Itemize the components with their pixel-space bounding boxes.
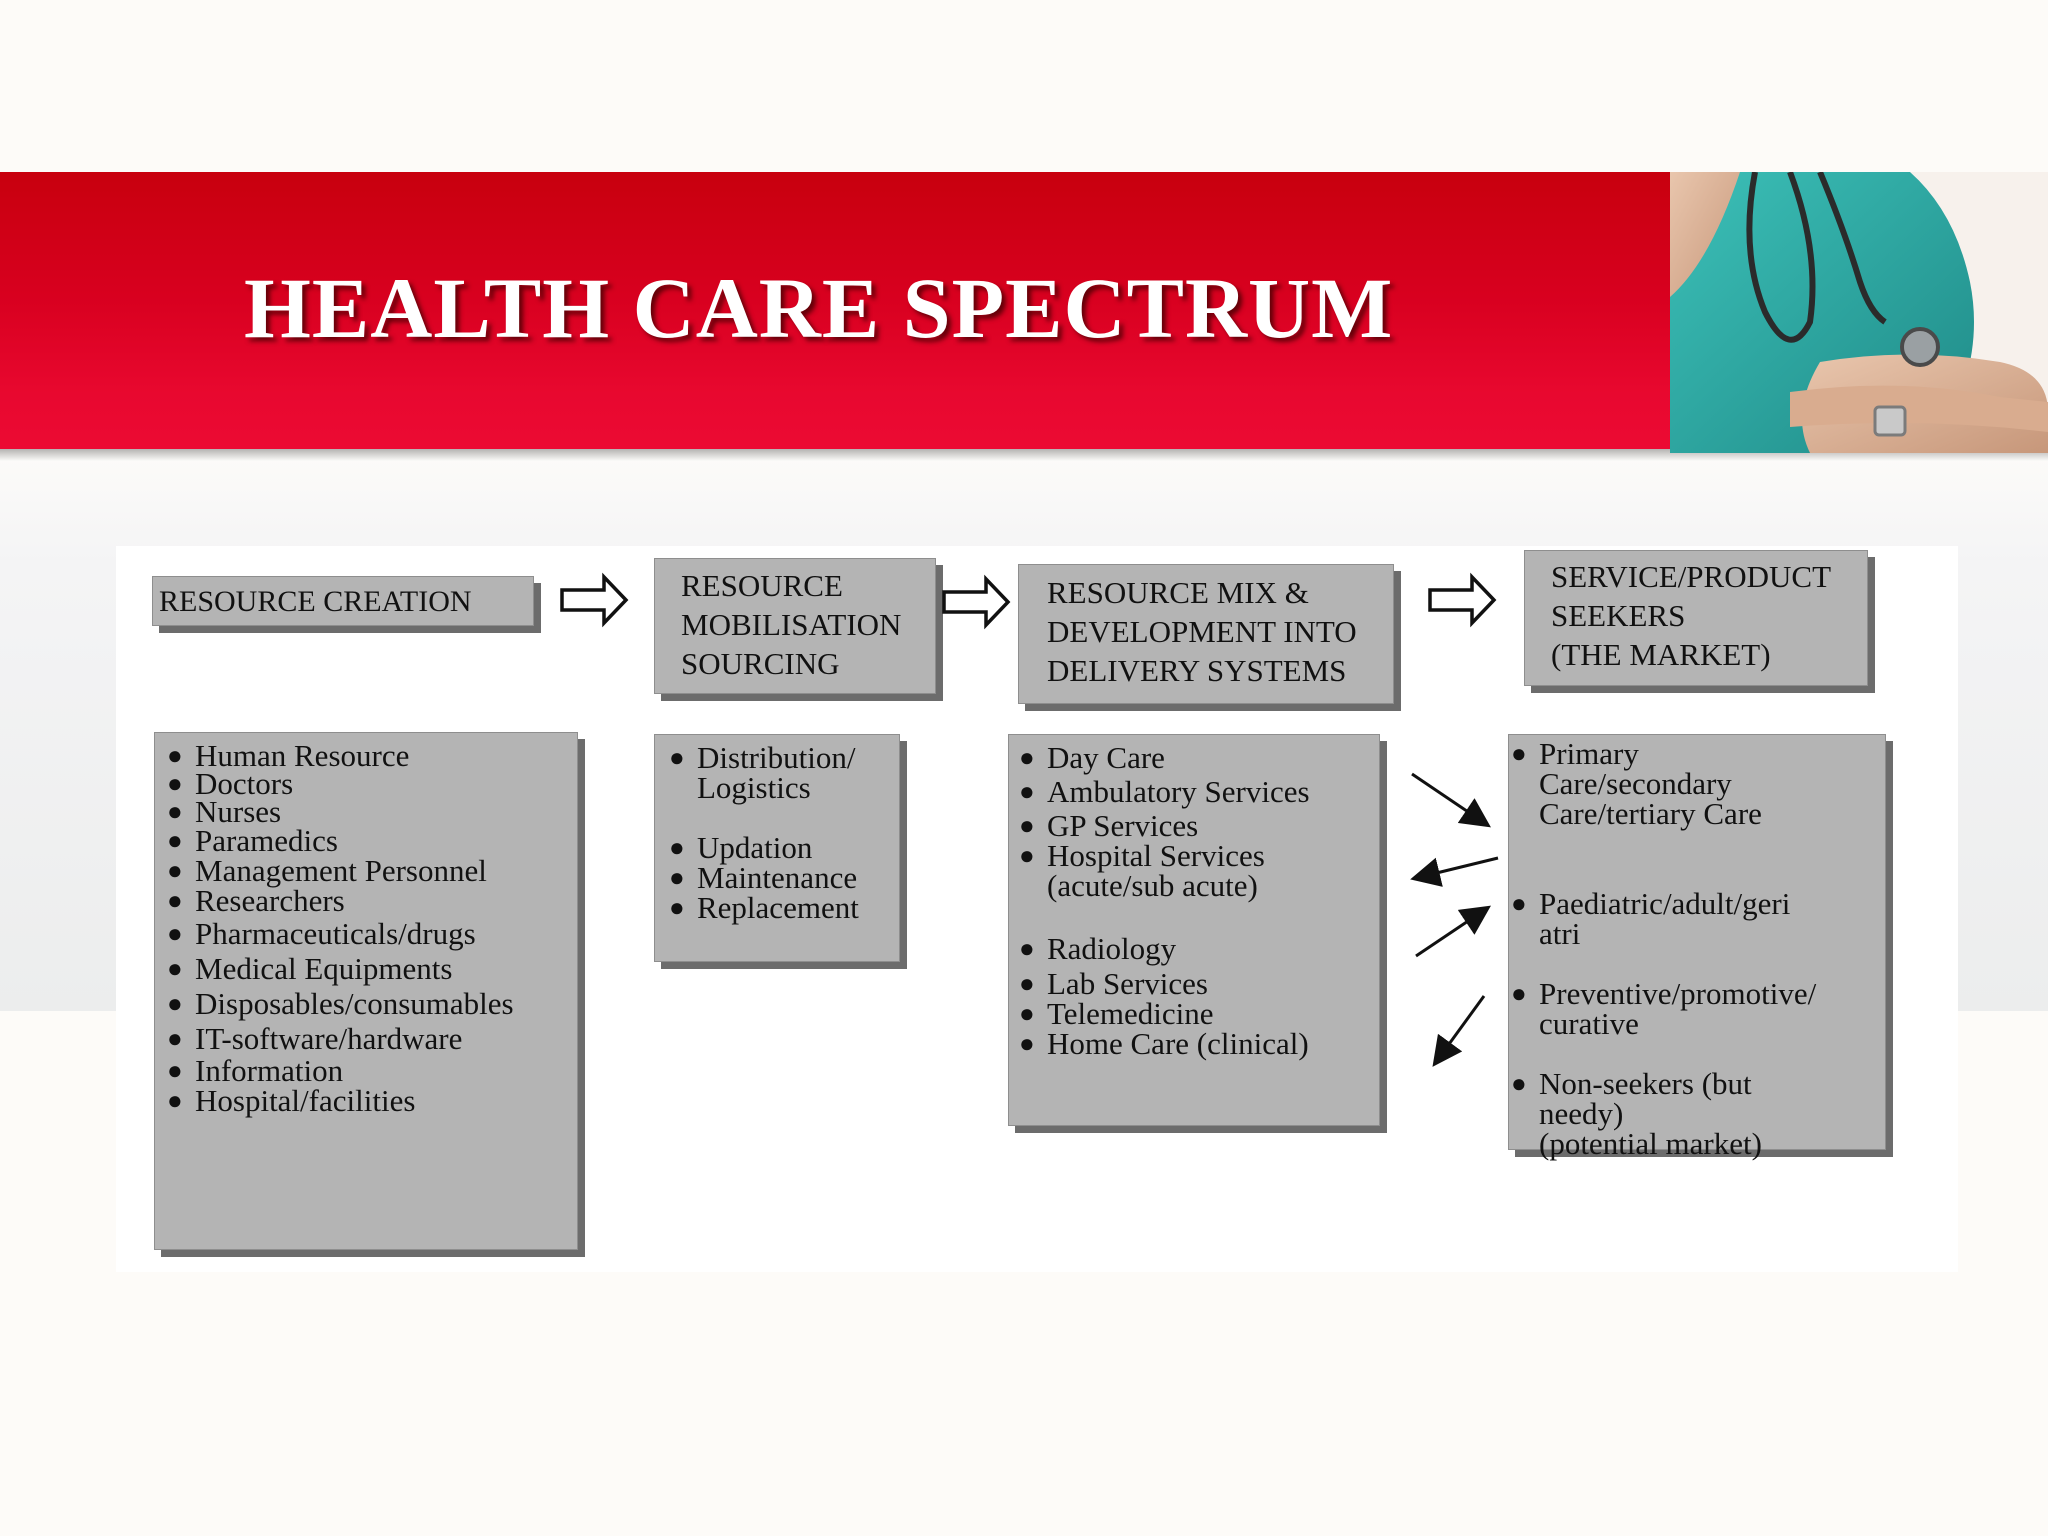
bullet-icon: ● xyxy=(1511,1069,1527,1098)
bullet-icon: ● xyxy=(167,1024,183,1053)
list-item xyxy=(167,1021,463,1056)
bullet-icon: ● xyxy=(1019,969,1035,998)
list-item-text: Paramedics xyxy=(195,823,338,858)
header-line: MOBILISATION xyxy=(681,607,902,642)
list-item xyxy=(167,916,476,951)
flow-arrow-1 xyxy=(560,574,630,626)
list-item-text: atri xyxy=(1539,916,1581,951)
flow-arrow-2 xyxy=(942,576,1012,628)
list-item xyxy=(167,853,487,888)
bullet-icon: ● xyxy=(167,769,183,798)
bullet-icon: ● xyxy=(1511,979,1527,1008)
list-item xyxy=(669,890,859,925)
bullet-icon: ● xyxy=(167,1086,183,1115)
bullet-icon: ● xyxy=(669,863,685,892)
list-item xyxy=(1019,1026,1309,1061)
list-item xyxy=(1019,931,1177,966)
list-item-text: Disposables/consumables xyxy=(195,986,514,1021)
header-line: DEVELOPMENT INTO xyxy=(1047,614,1357,649)
list-item-text: Distribution/ xyxy=(697,740,856,775)
list-item-text: Hospital/facilities xyxy=(195,1083,416,1118)
exchange-arrows xyxy=(1400,766,1510,1066)
list-item xyxy=(669,860,858,895)
list-item xyxy=(669,830,813,865)
list-item xyxy=(167,986,514,1021)
bullet-icon: ● xyxy=(1019,1029,1035,1058)
list-item-text: (potential market) xyxy=(1539,1126,1762,1161)
hollow-right-arrow-icon xyxy=(1430,577,1494,623)
list-item xyxy=(1511,736,1762,831)
list-box-service-seekers xyxy=(1508,734,1886,1161)
bullet-icon: ● xyxy=(669,893,685,922)
photo-watch xyxy=(1875,407,1905,435)
header-line: RESOURCE MIX & xyxy=(1047,575,1309,610)
list-item-text: Day Care xyxy=(1047,740,1165,775)
list-item-text: (acute/sub acute) xyxy=(1047,868,1258,903)
list-item-text: curative xyxy=(1539,1006,1639,1041)
list-item-text: IT-software/hardware xyxy=(195,1021,463,1056)
hollow-right-arrow-icon xyxy=(562,577,626,623)
bullet-icon: ● xyxy=(1019,934,1035,963)
bullet-icon: ● xyxy=(167,989,183,1018)
header-line: SEEKERS xyxy=(1551,598,1686,633)
list-item-text: Human Resource xyxy=(195,738,410,773)
list-item-text: Lab Services xyxy=(1047,966,1208,1001)
diagonal-arrow-icon xyxy=(1416,858,1498,878)
spectrum-diagram xyxy=(116,546,1958,1272)
bullet-icon: ● xyxy=(669,743,685,772)
header-resource-mix xyxy=(1018,564,1394,704)
slide-title: HEALTH CARE SPECTRUM xyxy=(244,260,1394,356)
list-item-text: Maintenance xyxy=(697,860,858,895)
bullet-icon: ● xyxy=(1019,811,1035,840)
bullet-icon: ● xyxy=(167,856,183,885)
bullet-icon: ● xyxy=(1019,841,1035,870)
flow-arrow-3 xyxy=(1428,574,1498,626)
list-item xyxy=(1511,1066,1762,1161)
list-box-resource-creation xyxy=(154,732,578,1250)
list-item-text: Nurses xyxy=(195,794,282,829)
list-item-text: Care/tertiary Care xyxy=(1539,796,1762,831)
list-item-text: Logistics xyxy=(697,770,811,805)
list-item-text: Home Care (clinical) xyxy=(1047,1026,1309,1061)
header-line: (THE MARKET) xyxy=(1551,637,1771,672)
list-item xyxy=(1019,740,1165,775)
header-line: SOURCING xyxy=(681,646,840,681)
diagonal-arrow-icon xyxy=(1436,996,1484,1062)
bullet-icon: ● xyxy=(1019,999,1035,1028)
list-item-text: GP Services xyxy=(1047,808,1199,843)
list-item-text: Primary xyxy=(1539,736,1639,771)
header-resource-mobilisation xyxy=(654,558,936,694)
list-item-text: Medical Equipments xyxy=(195,951,453,986)
list-box-resource-mobilisation xyxy=(654,734,900,962)
list-item-text: Care/secondary xyxy=(1539,766,1732,801)
list-item-text: Pharmaceuticals/drugs xyxy=(195,916,476,951)
stethoscope-chestpiece xyxy=(1902,329,1938,365)
bullet-icon: ● xyxy=(1511,889,1527,918)
list-item-text: needy) xyxy=(1539,1096,1624,1131)
header-line: DELIVERY SYSTEMS xyxy=(1047,653,1347,688)
bullet-icon: ● xyxy=(167,954,183,983)
header-line: RESOURCE xyxy=(681,568,843,603)
doctor-photo xyxy=(1670,172,2048,453)
list-item xyxy=(1511,886,1791,951)
header-line: SERVICE/PRODUCT xyxy=(1551,559,1831,594)
bullet-icon: ● xyxy=(1019,777,1035,806)
list-item-text: Management Personnel xyxy=(195,853,487,888)
list-item xyxy=(1019,996,1214,1031)
list-item xyxy=(1019,966,1208,1001)
list-box-resource-mix xyxy=(1008,734,1380,1126)
list-item xyxy=(167,883,345,918)
list-item xyxy=(1019,808,1199,843)
list-item xyxy=(167,823,338,858)
list-item xyxy=(167,951,453,986)
bullet-icon: ● xyxy=(1019,743,1035,772)
bullet-icon: ● xyxy=(167,797,183,826)
diagonal-arrow-icon xyxy=(1416,909,1486,956)
list-item xyxy=(669,740,856,805)
list-item-text: Preventive/promotive/ xyxy=(1539,976,1817,1011)
list-item-text: Doctors xyxy=(195,766,294,801)
list-item-text: Replacement xyxy=(697,890,859,925)
header-resource-creation xyxy=(152,576,534,626)
list-item xyxy=(167,1083,416,1118)
list-item-text: Non-seekers (but xyxy=(1539,1066,1752,1101)
bullet-icon: ● xyxy=(1511,739,1527,768)
diagonal-arrow-icon xyxy=(1412,774,1486,824)
list-item-text: Information xyxy=(195,1053,344,1088)
bullet-icon: ● xyxy=(669,833,685,862)
list-item-text: Radiology xyxy=(1047,931,1177,966)
header-service-seekers xyxy=(1524,550,1868,686)
list-item xyxy=(1019,774,1310,809)
hollow-right-arrow-icon xyxy=(944,579,1008,625)
bullet-icon: ● xyxy=(167,741,183,770)
list-item-text: Hospital Services xyxy=(1047,838,1265,873)
list-item xyxy=(167,1053,344,1088)
bullet-icon: ● xyxy=(167,886,183,915)
bullet-icon: ● xyxy=(167,1056,183,1085)
list-item-text: Updation xyxy=(697,830,813,865)
bullet-icon: ● xyxy=(167,919,183,948)
list-item-text: Ambulatory Services xyxy=(1047,774,1310,809)
header-line: RESOURCE CREATION xyxy=(159,585,472,618)
list-item-text: Paediatric/adult/geri xyxy=(1539,886,1791,921)
list-item xyxy=(1511,976,1817,1041)
list-item-text: Researchers xyxy=(195,883,345,918)
bullet-icon: ● xyxy=(167,826,183,855)
list-item xyxy=(1019,838,1265,903)
list-item-text: Telemedicine xyxy=(1047,996,1214,1031)
